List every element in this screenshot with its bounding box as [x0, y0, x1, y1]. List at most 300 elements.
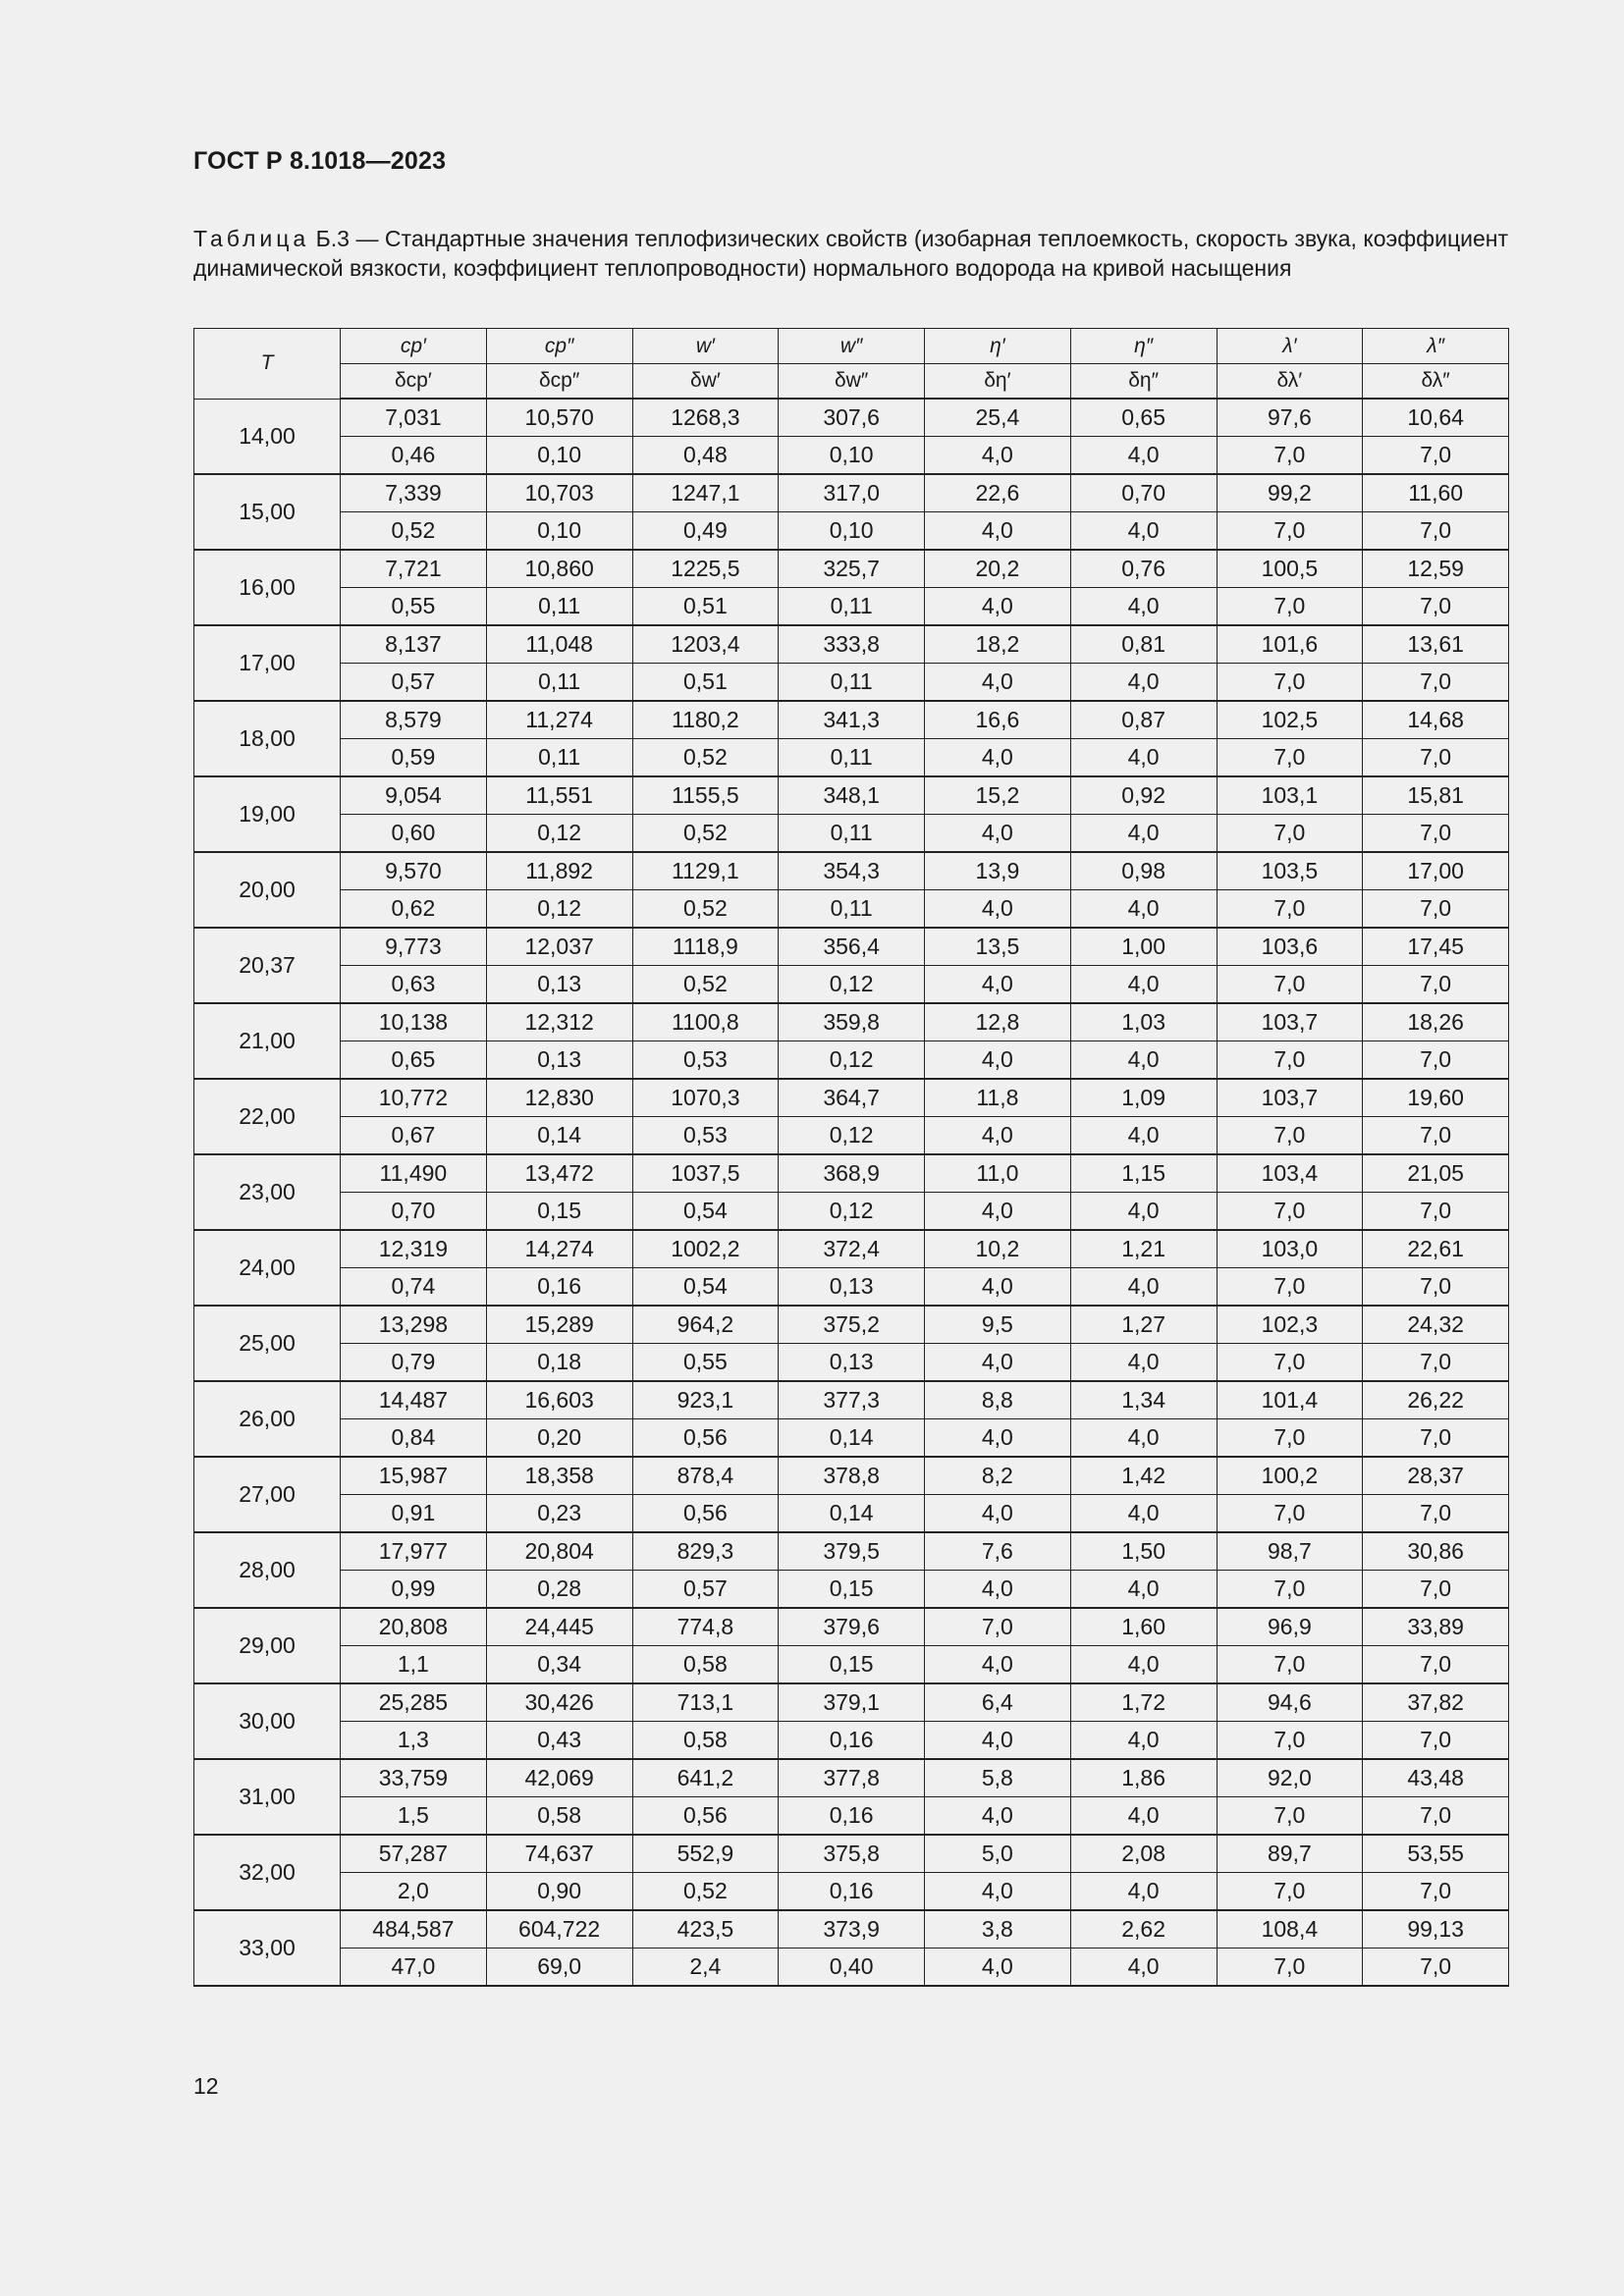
value-cell: 713,1: [632, 1683, 779, 1722]
uncertainty-cell: 7,0: [1217, 1041, 1363, 1080]
value-cell: 11,0: [925, 1154, 1071, 1193]
uncertainty-cell: 0,62: [341, 890, 487, 929]
value-cell: 108,4: [1217, 1910, 1363, 1949]
value-cell: 377,8: [779, 1759, 925, 1797]
value-cell: 1070,3: [632, 1079, 779, 1117]
column-subheader: δη′: [925, 364, 1071, 400]
column-header: cp′: [341, 329, 487, 364]
uncertainty-cell: 0,53: [632, 1117, 779, 1155]
uncertainty-cell: 0,10: [779, 512, 925, 551]
temperature-cell: 15,00: [194, 474, 341, 550]
uncertainty-cell: 0,12: [779, 1041, 925, 1080]
value-cell: 11,490: [341, 1154, 487, 1193]
uncertainty-cell: 0,53: [632, 1041, 779, 1080]
uncertainty-cell: 0,16: [779, 1722, 925, 1760]
column-header: w′: [632, 329, 779, 364]
value-cell: 13,298: [341, 1306, 487, 1344]
value-cell: 19,60: [1363, 1079, 1509, 1117]
uncertainty-row: [194, 1722, 1509, 1760]
value-cell: 17,977: [341, 1532, 487, 1571]
temperature-cell: 30,00: [194, 1683, 341, 1759]
value-cell: 97,6: [1217, 399, 1363, 437]
value-cell: 1002,2: [632, 1230, 779, 1268]
uncertainty-cell: 7,0: [1363, 588, 1509, 626]
value-cell: 11,60: [1363, 474, 1509, 512]
value-cell: 98,7: [1217, 1532, 1363, 1571]
value-cell: 1,27: [1070, 1306, 1217, 1344]
uncertainty-cell: 4,0: [925, 739, 1071, 777]
table-row: [194, 399, 1509, 437]
value-cell: 7,339: [341, 474, 487, 512]
value-cell: 0,70: [1070, 474, 1217, 512]
value-cell: 10,64: [1363, 399, 1509, 437]
uncertainty-cell: 7,0: [1363, 1344, 1509, 1382]
uncertainty-cell: 0,60: [341, 815, 487, 853]
value-cell: 354,3: [779, 852, 925, 890]
value-cell: 103,6: [1217, 928, 1363, 966]
uncertainty-cell: 1,3: [341, 1722, 487, 1760]
properties-table: [193, 328, 1509, 1987]
value-cell: 0,81: [1070, 625, 1217, 664]
uncertainty-cell: 7,0: [1217, 1117, 1363, 1155]
uncertainty-cell: 4,0: [1070, 1041, 1217, 1080]
uncertainty-cell: 7,0: [1217, 815, 1363, 853]
uncertainty-cell: 0,56: [632, 1495, 779, 1533]
value-cell: 774,8: [632, 1608, 779, 1646]
uncertainty-cell: 0,15: [486, 1193, 632, 1231]
temperature-cell: 28,00: [194, 1532, 341, 1608]
uncertainty-cell: 7,0: [1217, 1344, 1363, 1382]
value-cell: 10,772: [341, 1079, 487, 1117]
value-cell: 1180,2: [632, 701, 779, 739]
value-cell: 3,8: [925, 1910, 1071, 1949]
value-cell: 103,7: [1217, 1079, 1363, 1117]
uncertainty-cell: 7,0: [1363, 966, 1509, 1004]
temperature-cell: 14,00: [194, 399, 341, 474]
value-cell: 641,2: [632, 1759, 779, 1797]
caption-label: Таблица: [193, 226, 310, 251]
value-cell: 99,13: [1363, 1910, 1509, 1949]
value-cell: 96,9: [1217, 1608, 1363, 1646]
value-cell: 33,89: [1363, 1608, 1509, 1646]
value-cell: 15,2: [925, 776, 1071, 815]
value-cell: 20,808: [341, 1608, 487, 1646]
uncertainty-cell: 4,0: [1070, 588, 1217, 626]
uncertainty-cell: 4,0: [925, 1495, 1071, 1533]
uncertainty-cell: 4,0: [925, 1041, 1071, 1080]
uncertainty-cell: 7,0: [1363, 664, 1509, 702]
value-cell: 18,2: [925, 625, 1071, 664]
uncertainty-cell: 7,0: [1363, 1041, 1509, 1080]
uncertainty-cell: 7,0: [1363, 1571, 1509, 1609]
table-row: [194, 1835, 1509, 1873]
column-header: cp″: [486, 329, 632, 364]
value-cell: 364,7: [779, 1079, 925, 1117]
value-cell: 8,2: [925, 1457, 1071, 1495]
value-cell: 12,59: [1363, 550, 1509, 588]
value-cell: 348,1: [779, 776, 925, 815]
value-cell: 356,4: [779, 928, 925, 966]
value-cell: 372,4: [779, 1230, 925, 1268]
value-cell: 13,472: [486, 1154, 632, 1193]
uncertainty-row: [194, 890, 1509, 929]
value-cell: 341,3: [779, 701, 925, 739]
value-cell: 94,6: [1217, 1683, 1363, 1722]
uncertainty-cell: 0,10: [779, 437, 925, 475]
uncertainty-cell: 7,0: [1217, 588, 1363, 626]
uncertainty-cell: 4,0: [925, 1344, 1071, 1382]
value-cell: 552,9: [632, 1835, 779, 1873]
value-cell: 12,8: [925, 1003, 1071, 1041]
uncertainty-cell: 1,5: [341, 1797, 487, 1836]
uncertainty-row: [194, 1268, 1509, 1307]
value-cell: 0,92: [1070, 776, 1217, 815]
value-cell: 101,6: [1217, 625, 1363, 664]
document-header: ГОСТ Р 8.1018—2023: [193, 147, 447, 175]
value-cell: 42,069: [486, 1759, 632, 1797]
value-cell: 1037,5: [632, 1154, 779, 1193]
value-cell: 1,50: [1070, 1532, 1217, 1571]
value-cell: 8,137: [341, 625, 487, 664]
uncertainty-cell: 0,10: [486, 512, 632, 551]
value-cell: 7,031: [341, 399, 487, 437]
temperature-cell: 29,00: [194, 1608, 341, 1683]
uncertainty-cell: 4,0: [1070, 1571, 1217, 1609]
value-cell: 0,65: [1070, 399, 1217, 437]
value-cell: 13,61: [1363, 625, 1509, 664]
uncertainty-cell: 4,0: [1070, 815, 1217, 853]
uncertainty-cell: 0,55: [632, 1344, 779, 1382]
value-cell: 1,15: [1070, 1154, 1217, 1193]
uncertainty-cell: 4,0: [1070, 739, 1217, 777]
uncertainty-cell: 0,11: [779, 664, 925, 702]
uncertainty-cell: 0,14: [779, 1419, 925, 1458]
uncertainty-cell: 0,57: [341, 664, 487, 702]
uncertainty-cell: 4,0: [1070, 1193, 1217, 1231]
value-cell: 878,4: [632, 1457, 779, 1495]
value-cell: 11,274: [486, 701, 632, 739]
uncertainty-cell: 4,0: [1070, 437, 1217, 475]
uncertainty-cell: 7,0: [1217, 1873, 1363, 1911]
value-cell: 375,8: [779, 1835, 925, 1873]
value-cell: 102,5: [1217, 701, 1363, 739]
temperature-cell: 20,00: [194, 852, 341, 928]
uncertainty-cell: 0,16: [779, 1797, 925, 1836]
uncertainty-cell: 4,0: [925, 890, 1071, 929]
uncertainty-cell: 0,52: [632, 1873, 779, 1911]
uncertainty-cell: 4,0: [1070, 664, 1217, 702]
uncertainty-cell: 0,58: [632, 1722, 779, 1760]
value-cell: 423,5: [632, 1910, 779, 1949]
value-cell: 1100,8: [632, 1003, 779, 1041]
value-cell: 379,1: [779, 1683, 925, 1722]
value-cell: 10,860: [486, 550, 632, 588]
table-row: [194, 1381, 1509, 1419]
uncertainty-cell: 0,48: [632, 437, 779, 475]
value-cell: 18,358: [486, 1457, 632, 1495]
table-row: [194, 1154, 1509, 1193]
uncertainty-cell: 4,0: [925, 1873, 1071, 1911]
value-cell: 15,81: [1363, 776, 1509, 815]
value-cell: 22,6: [925, 474, 1071, 512]
uncertainty-cell: 4,0: [1070, 1873, 1217, 1911]
value-cell: 100,2: [1217, 1457, 1363, 1495]
uncertainty-row: [194, 1571, 1509, 1609]
value-cell: 11,892: [486, 852, 632, 890]
uncertainty-cell: 0,13: [486, 1041, 632, 1080]
temperature-cell: 23,00: [194, 1154, 341, 1230]
value-cell: 7,6: [925, 1532, 1071, 1571]
uncertainty-cell: 4,0: [925, 1117, 1071, 1155]
uncertainty-cell: 0,15: [779, 1646, 925, 1684]
value-cell: 1129,1: [632, 852, 779, 890]
uncertainty-cell: 0,43: [486, 1722, 632, 1760]
column-subheader: δcp′: [341, 364, 487, 400]
value-cell: 18,26: [1363, 1003, 1509, 1041]
value-cell: 11,551: [486, 776, 632, 815]
value-cell: 1268,3: [632, 399, 779, 437]
uncertainty-cell: 7,0: [1217, 966, 1363, 1004]
value-cell: 1,60: [1070, 1608, 1217, 1646]
uncertainty-cell: 4,0: [925, 1949, 1071, 1987]
value-cell: 12,312: [486, 1003, 632, 1041]
uncertainty-cell: 0,11: [486, 739, 632, 777]
value-cell: 829,3: [632, 1532, 779, 1571]
uncertainty-row: [194, 739, 1509, 777]
uncertainty-cell: 7,0: [1363, 1797, 1509, 1836]
uncertainty-cell: 0,23: [486, 1495, 632, 1533]
uncertainty-cell: 4,0: [925, 1268, 1071, 1307]
value-cell: 14,68: [1363, 701, 1509, 739]
table-row: [194, 852, 1509, 890]
value-cell: 1,42: [1070, 1457, 1217, 1495]
value-cell: 373,9: [779, 1910, 925, 1949]
value-cell: 103,0: [1217, 1230, 1363, 1268]
uncertainty-row: [194, 1419, 1509, 1458]
value-cell: 1247,1: [632, 474, 779, 512]
column-subheader: δcp″: [486, 364, 632, 400]
uncertainty-cell: 4,0: [1070, 1949, 1217, 1987]
uncertainty-cell: 4,0: [925, 512, 1071, 551]
uncertainty-cell: 0,12: [779, 1117, 925, 1155]
uncertainty-cell: 4,0: [1070, 1117, 1217, 1155]
uncertainty-cell: 4,0: [1070, 966, 1217, 1004]
uncertainty-cell: 7,0: [1363, 437, 1509, 475]
uncertainty-cell: 7,0: [1217, 890, 1363, 929]
value-cell: 57,287: [341, 1835, 487, 1873]
value-cell: 74,637: [486, 1835, 632, 1873]
value-cell: 6,4: [925, 1683, 1071, 1722]
uncertainty-cell: 0,67: [341, 1117, 487, 1155]
subheader-row: [194, 364, 1509, 400]
uncertainty-cell: 0,70: [341, 1193, 487, 1231]
value-cell: 25,285: [341, 1683, 487, 1722]
uncertainty-cell: 7,0: [1363, 512, 1509, 551]
uncertainty-cell: 0,55: [341, 588, 487, 626]
temperature-cell: 32,00: [194, 1835, 341, 1910]
temperature-cell: 22,00: [194, 1079, 341, 1154]
uncertainty-cell: 0,63: [341, 966, 487, 1004]
table-caption: [193, 224, 1508, 283]
value-cell: 17,45: [1363, 928, 1509, 966]
value-cell: 43,48: [1363, 1759, 1509, 1797]
table-row: [194, 1230, 1509, 1268]
value-cell: 379,5: [779, 1532, 925, 1571]
value-cell: 379,6: [779, 1608, 925, 1646]
temperature-cell: 27,00: [194, 1457, 341, 1532]
uncertainty-row: [194, 1797, 1509, 1836]
value-cell: 10,2: [925, 1230, 1071, 1268]
value-cell: 102,3: [1217, 1306, 1363, 1344]
uncertainty-row: [194, 1495, 1509, 1533]
temperature-cell: 19,00: [194, 776, 341, 852]
uncertainty-cell: 0,18: [486, 1344, 632, 1382]
uncertainty-cell: 0,11: [779, 890, 925, 929]
uncertainty-cell: 0,11: [486, 664, 632, 702]
uncertainty-row: [194, 1193, 1509, 1231]
value-cell: 11,8: [925, 1079, 1071, 1117]
uncertainty-cell: 47,0: [341, 1949, 487, 1987]
uncertainty-cell: 0,54: [632, 1268, 779, 1307]
value-cell: 101,4: [1217, 1381, 1363, 1419]
uncertainty-cell: 7,0: [1217, 1722, 1363, 1760]
value-cell: 30,86: [1363, 1532, 1509, 1571]
value-cell: 99,2: [1217, 474, 1363, 512]
uncertainty-cell: 4,0: [1070, 1344, 1217, 1382]
uncertainty-cell: 0,40: [779, 1949, 925, 1987]
value-cell: 24,32: [1363, 1306, 1509, 1344]
value-cell: 24,445: [486, 1608, 632, 1646]
uncertainty-cell: 4,0: [925, 1571, 1071, 1609]
table-row: [194, 474, 1509, 512]
uncertainty-cell: 7,0: [1217, 437, 1363, 475]
value-cell: 317,0: [779, 474, 925, 512]
uncertainty-cell: 7,0: [1217, 1419, 1363, 1458]
uncertainty-cell: 7,0: [1217, 1268, 1363, 1307]
value-cell: 1,21: [1070, 1230, 1217, 1268]
uncertainty-cell: 0,12: [779, 966, 925, 1004]
value-cell: 325,7: [779, 550, 925, 588]
value-cell: 89,7: [1217, 1835, 1363, 1873]
column-subheader: δη″: [1070, 364, 1217, 400]
temperature-cell: 21,00: [194, 1003, 341, 1079]
uncertainty-cell: 7,0: [1217, 1797, 1363, 1836]
uncertainty-cell: 0,52: [341, 512, 487, 551]
value-cell: 5,0: [925, 1835, 1071, 1873]
header-T: T: [194, 329, 341, 400]
uncertainty-cell: 7,0: [1363, 1949, 1509, 1987]
table-row: [194, 1683, 1509, 1722]
caption-text: Б.3 — Стандартные значения теплофизических свойств (изобарная теплоемкость, скорость звука, коэффициент динамической вязкости, коэффициент теплопроводности) нормального водорода на кривой насыщения: [193, 226, 1508, 281]
uncertainty-row: [194, 1646, 1509, 1684]
table-row: [194, 1003, 1509, 1041]
value-cell: 378,8: [779, 1457, 925, 1495]
uncertainty-cell: 4,0: [925, 1797, 1071, 1836]
uncertainty-cell: 0,11: [779, 815, 925, 853]
uncertainty-cell: 0,84: [341, 1419, 487, 1458]
uncertainty-cell: 1,1: [341, 1646, 487, 1684]
value-cell: 9,773: [341, 928, 487, 966]
uncertainty-cell: 4,0: [1070, 1646, 1217, 1684]
uncertainty-row: [194, 512, 1509, 551]
uncertainty-row: [194, 1041, 1509, 1080]
value-cell: 13,5: [925, 928, 1071, 966]
uncertainty-row: [194, 588, 1509, 626]
header-row: [194, 329, 1509, 364]
value-cell: 15,987: [341, 1457, 487, 1495]
value-cell: 33,759: [341, 1759, 487, 1797]
uncertainty-cell: 0,57: [632, 1571, 779, 1609]
value-cell: 103,5: [1217, 852, 1363, 890]
uncertainty-cell: 4,0: [925, 1193, 1071, 1231]
column-header: η′: [925, 329, 1071, 364]
uncertainty-cell: 4,0: [1070, 1268, 1217, 1307]
uncertainty-cell: 4,0: [925, 1646, 1071, 1684]
uncertainty-cell: 0,56: [632, 1419, 779, 1458]
uncertainty-cell: 4,0: [925, 815, 1071, 853]
uncertainty-cell: 0,12: [779, 1193, 925, 1231]
table-row: [194, 550, 1509, 588]
value-cell: 333,8: [779, 625, 925, 664]
uncertainty-cell: 0,14: [486, 1117, 632, 1155]
uncertainty-row: [194, 1873, 1509, 1911]
value-cell: 11,048: [486, 625, 632, 664]
temperature-cell: 26,00: [194, 1381, 341, 1457]
column-header: λ″: [1363, 329, 1509, 364]
value-cell: 964,2: [632, 1306, 779, 1344]
value-cell: 0,76: [1070, 550, 1217, 588]
uncertainty-cell: 0,52: [632, 739, 779, 777]
value-cell: 377,3: [779, 1381, 925, 1419]
uncertainty-cell: 0,20: [486, 1419, 632, 1458]
uncertainty-cell: 0,13: [779, 1344, 925, 1382]
uncertainty-row: [194, 664, 1509, 702]
value-cell: 12,319: [341, 1230, 487, 1268]
uncertainty-cell: 7,0: [1363, 1268, 1509, 1307]
uncertainty-cell: 0,79: [341, 1344, 487, 1382]
value-cell: 28,37: [1363, 1457, 1509, 1495]
uncertainty-cell: 0,46: [341, 437, 487, 475]
value-cell: 1,00: [1070, 928, 1217, 966]
value-cell: 923,1: [632, 1381, 779, 1419]
uncertainty-cell: 0,13: [486, 966, 632, 1004]
uncertainty-cell: 7,0: [1217, 664, 1363, 702]
column-subheader: δλ′: [1217, 364, 1363, 400]
uncertainty-cell: 0,51: [632, 664, 779, 702]
value-cell: 1,86: [1070, 1759, 1217, 1797]
uncertainty-cell: 0,12: [486, 815, 632, 853]
value-cell: 103,7: [1217, 1003, 1363, 1041]
temperature-cell: 17,00: [194, 625, 341, 701]
uncertainty-row: [194, 815, 1509, 853]
uncertainty-cell: 7,0: [1363, 1117, 1509, 1155]
value-cell: 21,05: [1363, 1154, 1509, 1193]
value-cell: 8,8: [925, 1381, 1071, 1419]
uncertainty-cell: 0,28: [486, 1571, 632, 1609]
table-row: [194, 1079, 1509, 1117]
table-row: [194, 1910, 1509, 1949]
value-cell: 12,037: [486, 928, 632, 966]
uncertainty-cell: 0,99: [341, 1571, 487, 1609]
value-cell: 92,0: [1217, 1759, 1363, 1797]
uncertainty-cell: 7,0: [1217, 739, 1363, 777]
uncertainty-cell: 2,0: [341, 1873, 487, 1911]
value-cell: 30,426: [486, 1683, 632, 1722]
uncertainty-cell: 0,16: [779, 1873, 925, 1911]
uncertainty-cell: 4,0: [925, 437, 1071, 475]
uncertainty-cell: 4,0: [925, 588, 1071, 626]
uncertainty-cell: 0,52: [632, 815, 779, 853]
